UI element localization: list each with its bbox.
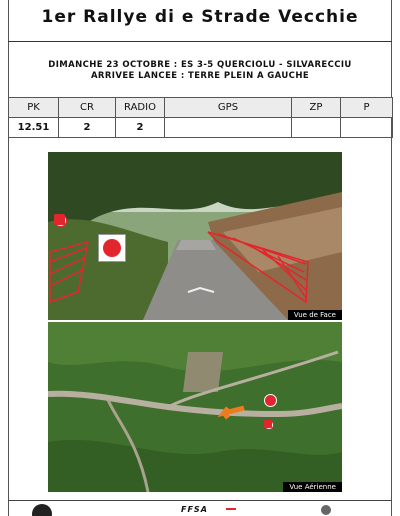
value-cr: 2 xyxy=(59,118,116,138)
aerial-view-caption: Vue Aérienne xyxy=(283,482,342,492)
value-p xyxy=(341,118,393,138)
table-header-row xyxy=(9,98,393,118)
footer-divider xyxy=(8,500,392,501)
finish-marker-icon xyxy=(103,239,121,257)
stage-line-2: ARRIVEE LANCEE : TERRE PLEIN A GAUCHE xyxy=(90,71,310,81)
aerial-view-photo xyxy=(48,322,342,492)
value-radio: 2 xyxy=(116,118,165,138)
page-title: 1er Rallye di e Strade Vecchie xyxy=(41,7,359,27)
info-table xyxy=(8,97,393,138)
finish-marker xyxy=(98,234,126,262)
front-view-caption: Vue de Face xyxy=(288,310,342,320)
header-radio: RADIO xyxy=(116,98,165,118)
aerial-map-illustration xyxy=(48,322,342,492)
header-zp: ZP xyxy=(292,98,341,118)
front-view-photo xyxy=(48,152,342,320)
footer-left-logo-icon xyxy=(32,504,52,516)
ffsa-logo: FFSA xyxy=(181,505,208,514)
stage-line-1: DIMANCHE 23 OCTOBRE : ES 3-5 QUERCIOLU - SILVARECCIU xyxy=(48,60,352,70)
stop-sign-icon xyxy=(54,214,65,225)
footer-left-logo xyxy=(32,504,52,516)
divider xyxy=(8,41,392,42)
stop-sign-icon xyxy=(264,420,272,428)
header-gps: GPS xyxy=(165,98,292,118)
finish-pin-icon xyxy=(264,394,277,407)
header-pk: PK xyxy=(9,98,59,118)
ffsa-logo-stripe xyxy=(226,508,236,510)
road-scene-illustration xyxy=(48,152,342,320)
value-gps xyxy=(165,118,292,138)
table-row xyxy=(9,118,393,138)
value-zp xyxy=(292,118,341,138)
header-p: P xyxy=(341,98,393,118)
footer-right-logo-icon xyxy=(321,505,331,515)
header-cr: CR xyxy=(59,98,116,118)
value-pk: 12.51 xyxy=(9,118,59,138)
